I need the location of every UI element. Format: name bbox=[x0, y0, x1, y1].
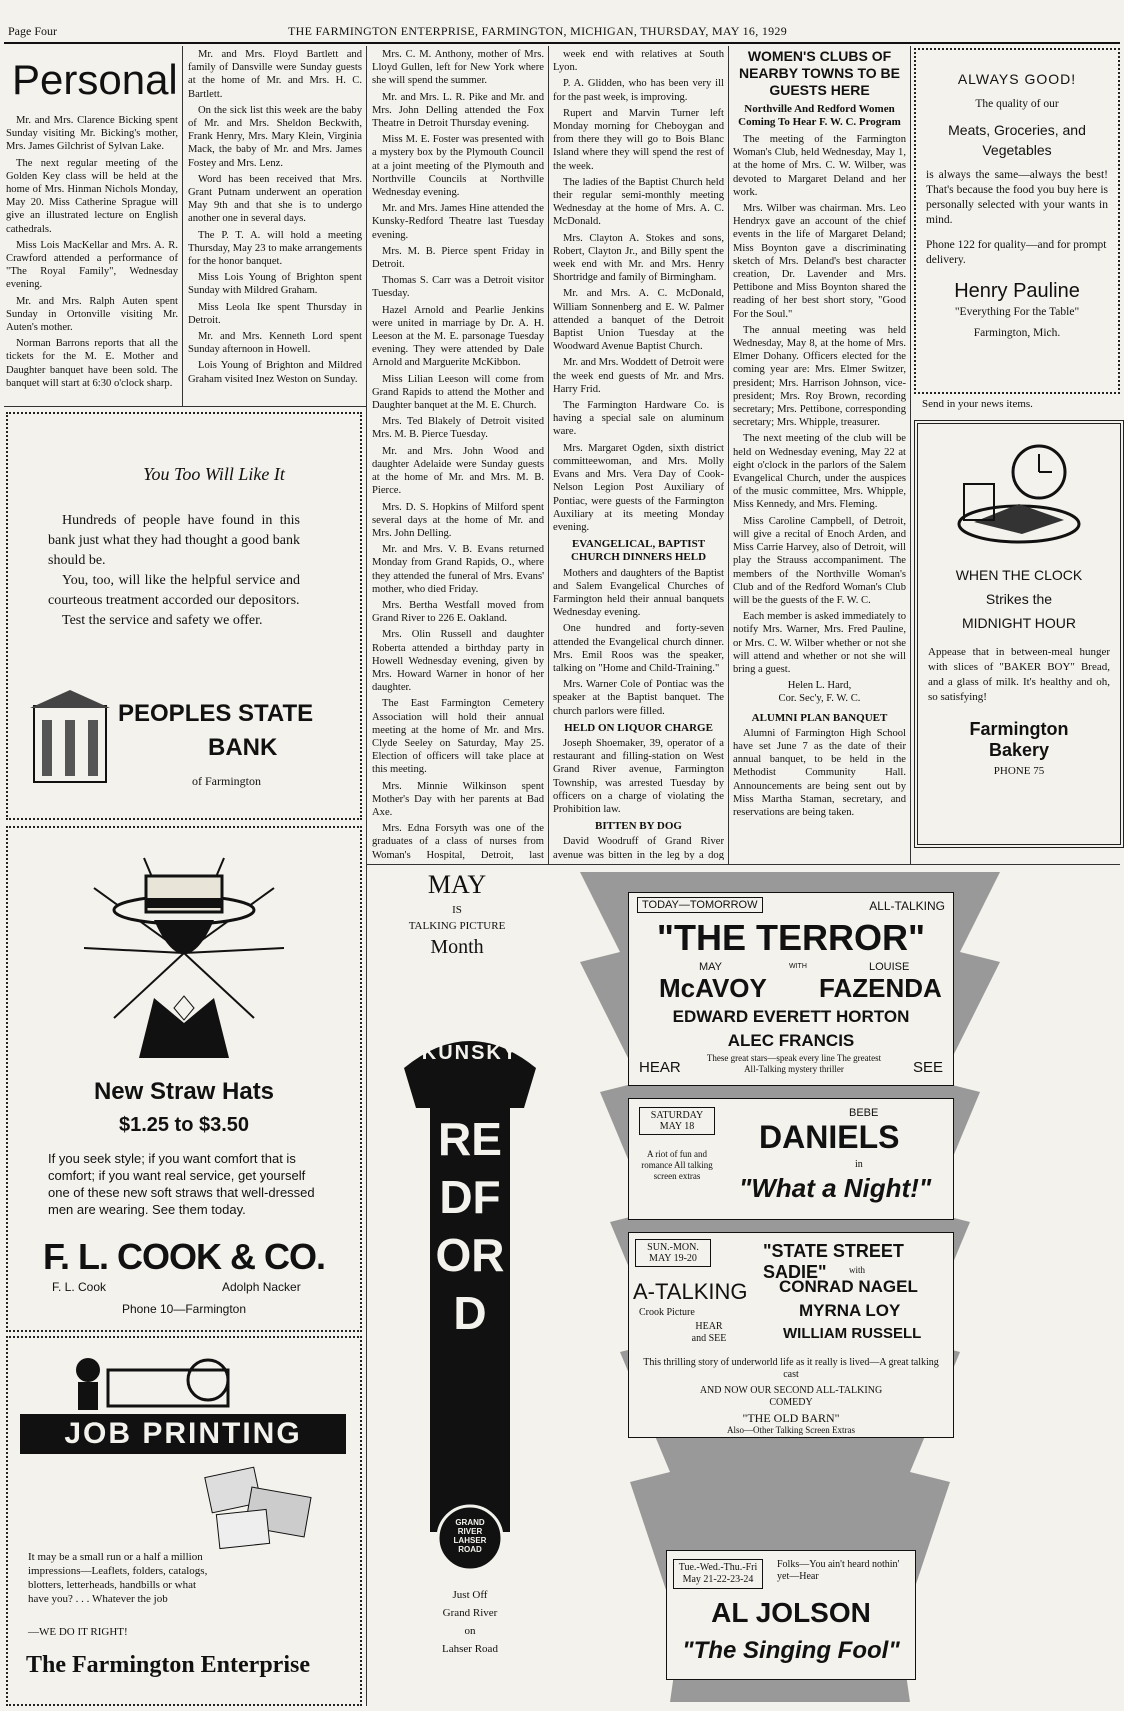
bakery-name-1: Farmington bbox=[969, 719, 1069, 739]
news-item: Mrs. Bertha Westfall moved from Grand River to 226 E. Oakland. bbox=[372, 599, 544, 625]
redford-directions bbox=[400, 1586, 540, 1658]
headline-evangelical: EVANGELICAL, BAPTIST CHURCH DINNERS HELD bbox=[570, 538, 707, 564]
sadie-title: "STATE STREET SADIE" bbox=[763, 1241, 904, 1282]
cook-price: $1.25 to $3.50 bbox=[118, 1114, 250, 1136]
terror-tagline: These great stars—speak every line The greatest All-Talking mystery thriller bbox=[706, 1053, 882, 1074]
cook-phone: Phone 10—Farmington bbox=[121, 1302, 247, 1316]
section-rule bbox=[366, 864, 1120, 865]
news-item: Mrs. Wilber was chairman. Mrs. Leo Hendryx gave an account of the chief events in the life of Margaret Deland; Miss Boynton gave a discriminating sketch of Mrs. Deland's best character creation, Dr. Lavender and Mrs. Pettibone and Miss Boynton shared the reading of her best short story, "Good For the Soul." bbox=[733, 203, 906, 320]
second-comedy-label: AND NOW OUR SECOND ALL-TALKING COMEDY bbox=[699, 1385, 883, 1408]
news-item: Mrs. C. M. Anthony, mother of Mrs. Lloyd Gullen, left for New York where she will spend the summer. bbox=[372, 49, 544, 87]
francis-label: ALEC FRANCIS bbox=[727, 1031, 855, 1050]
cook-body: If you seek style; if you want comfort that is comfort; if you want real service, get yourself one of these new soft straws that well-dressed men are wearing. See them today. bbox=[48, 1151, 315, 1217]
loy-label: MYRNA LOY bbox=[799, 1301, 901, 1320]
news-item: Mrs. Warner Cole of Pontiac was the speaker at the Baptist banquet. The church parlors were filled. bbox=[553, 679, 724, 717]
singing-fool-title: "The Singing Fool" bbox=[682, 1637, 900, 1664]
bakery-line-1: WHEN THE CLOCK bbox=[955, 567, 1083, 583]
pauline-name: Henry Pauline bbox=[954, 280, 1080, 302]
news-item: Mr. and Mrs. Kenneth Lord spent Sunday afternoon in Howell. bbox=[188, 331, 362, 356]
headline-alumni: ALUMNI PLAN BANQUET bbox=[751, 711, 888, 724]
news-item: Hazel Arnold and Pearlie Jenkins were united in marriage by Dr. A. H. Leeson at the M. E. parsonage Tuesday evening. They were attended by Dale Arnold and Marguerite McKibbon. bbox=[372, 304, 544, 369]
signature-name: Helen L. Hard, bbox=[787, 680, 852, 692]
section-rule bbox=[4, 406, 366, 407]
news-item: Alumni of Farmington High School have set June 7 as the date of their annual banquet, to be held in the Methodist Community Hall. Announcements are being sent out by Miss Martha Staman, secretary, and reservations are being taken. bbox=[733, 727, 906, 818]
may-line-2: IS bbox=[452, 904, 462, 916]
column-rule bbox=[728, 46, 729, 864]
jolson-label: AL JOLSON bbox=[711, 1597, 871, 1628]
see-label: SEE bbox=[912, 1059, 943, 1076]
news-item: P. A. Glidden, who has been very ill for the past week, is improving. bbox=[553, 78, 724, 103]
bank-ad bbox=[6, 412, 362, 820]
news-item: Miss M. E. Foster was presented with a mystery box by the Plymouth Council at a joint meeting of the Plymouth and Northville Councils at Northville Wednesday evening. bbox=[372, 134, 544, 199]
personal-title: Personal bbox=[12, 56, 178, 103]
headline-womens-clubs: WOMEN'S CLUBS OF NEARBY TOWNS TO BE GUESTS HERE bbox=[738, 48, 901, 98]
column-rule bbox=[910, 46, 911, 864]
saturday-badge: SATURDAY MAY 18 bbox=[639, 1107, 715, 1135]
news-item: Mrs. Ted Blakely of Detroit visited Mrs. M. B. Pierce Tuesday. bbox=[372, 416, 544, 441]
news-item: Joseph Shoemaker, 39, operator of a restaurant and filling-station on West Grand River avenue, Farmington Township, was arrested Tuesday by officers on a charge of violating the Prohibition law. bbox=[553, 737, 724, 815]
news-item: Mrs. Margaret Ogden, sixth district committeewoman, and Mrs. Molly Evans and Mrs. Vera Day of Cook-Nelson Legion Post Auxiliary of Pontiac, were guests of the Farmington Auxiliary at its meeting Monday evening. bbox=[553, 442, 724, 533]
star-first-name-2: LOUISE bbox=[869, 961, 910, 973]
cook-owner-left: F. L. Cook bbox=[52, 1280, 107, 1294]
russell-label: WILLIAM RUSSELL bbox=[783, 1325, 922, 1342]
personal-column-3 bbox=[372, 48, 544, 860]
bakery-name-2: Bakery bbox=[988, 740, 1050, 760]
news-item: Mr. and Mrs. L. R. Pike and Mr. and Mrs. John Delling attended the Fox Theatre in Detroit Thursday evening. bbox=[372, 91, 544, 130]
bank-head: You Too Will Like It bbox=[143, 464, 285, 484]
extras-label: Also—Other Talking Screen Extras bbox=[727, 1425, 855, 1435]
bank-town: of Farmington bbox=[192, 774, 261, 788]
news-item: Mr. and Mrs. Clarence Bicking spent Sunday visiting Mr. Bicking's mother, Mrs. James Gilchrist of Sylvan Lake. bbox=[6, 115, 178, 153]
bakery-body: Appease that in between-meal hunger with slices of "BAKER BOY" Bread, and a glass of milk. It's healthy and oh, so satisfying! bbox=[928, 646, 1110, 703]
fazenda-label: FAZENDA bbox=[819, 973, 942, 1003]
may-line-1: MAY bbox=[427, 870, 487, 899]
personal-column-2 bbox=[188, 48, 362, 403]
news-item: Mrs. Edna Forsyth was one of the graduates of a class of nurses from Woman's Hospital, Detroit, last bbox=[372, 823, 544, 860]
pauline-ad bbox=[914, 48, 1120, 394]
hear-label: HEAR bbox=[639, 1059, 681, 1076]
paper-stack-icon bbox=[198, 1462, 338, 1552]
directions-line: Grand River bbox=[442, 1607, 498, 1619]
news-item: The annual meeting was held Wednesday, May 8, at the home of Mrs. Elmer Dohany. Officers elected for the coming year are: Mrs. Elmer Switzer, president; Mrs. Harrison Johnson, vice-president; Mrs. Roy Brown, recording secretary; Mrs. Pettibone, corresponding secretary; Mrs. Whipple, treasurer. bbox=[733, 324, 906, 429]
daniels-label: DANIELS bbox=[759, 1119, 900, 1155]
news-item: The Farmington Hardware Co. is having a special sale on aluminum ware. bbox=[553, 400, 724, 438]
redford-label: REDFORD bbox=[435, 1113, 505, 1339]
crook-label: Crook Picture bbox=[639, 1307, 695, 1318]
headline-liquor: HELD ON LIQUOR CHARGE bbox=[564, 721, 713, 734]
jolson-panel bbox=[666, 1550, 916, 1680]
pauline-head: ALWAYS GOOD! bbox=[957, 71, 1077, 87]
cook-ad bbox=[6, 826, 362, 1332]
subhead-womens-clubs: Northville And Redford Women Coming To Hear F. W. C. Program bbox=[738, 103, 901, 128]
news-item: Thomas S. Carr was a Detroit visitor Tuesday. bbox=[372, 275, 544, 300]
redford-seal: GRAND RIVER LAHSER ROAD bbox=[453, 1518, 487, 1554]
job-publisher: The Farmington Enterprise bbox=[26, 1652, 310, 1678]
womens-clubs-article bbox=[733, 48, 906, 860]
movie-program-ad bbox=[580, 872, 1000, 1702]
bank-name-1: PEOPLES STATE bbox=[118, 700, 314, 727]
daniels-tagline: A riot of fun and romance All talking screen extras bbox=[641, 1149, 713, 1181]
signature-title: Cor. Sec'y, F. W. C. bbox=[778, 693, 861, 705]
hear-see-label: HEAR and SEE bbox=[691, 1321, 727, 1344]
pauline-phone: Phone 122 for quality—and for prompt delivery. bbox=[926, 239, 1107, 266]
sadie-tagline: This thrilling story of underworld life as it really is lived—A great talking cast bbox=[643, 1357, 939, 1380]
news-item: Mr. and Mrs. V. B. Evans returned Monday from Grand Rapids, O., where they attended the funeral of Mrs. Evans' mother, who died Friday. bbox=[372, 544, 544, 595]
pauline-town: Farmington, Mich. bbox=[973, 327, 1061, 339]
bakery-line-3: MIDNIGHT HOUR bbox=[961, 615, 1077, 631]
column-rule bbox=[366, 46, 367, 1706]
pauline-products: Meats, Groceries, and Vegetables bbox=[948, 122, 1086, 158]
bebe-label: BEBE bbox=[849, 1107, 879, 1119]
page-header bbox=[8, 0, 1116, 42]
daniels-panel bbox=[628, 1098, 954, 1220]
news-item: The next meeting of the club will be held on Wednesday evening, May 22 at eight o'clock in the parlors of the Salem Evangelical Church, under the auspices of the music committee, Mrs. Whipple, Miss Kennedy, and Mrs. Fleming. bbox=[733, 433, 906, 511]
news-item: Mrs. Olin Russell and daughter Roberta attended a birthday party in Howell Wednesday evening, given by Mrs. Howard Warner in honor of her daughter. bbox=[372, 629, 544, 694]
in-label: in bbox=[855, 1159, 863, 1170]
terror-title: "THE TERROR" bbox=[656, 917, 926, 958]
news-item: Each member is asked immediately to notify Mrs. Warner, Mrs. Fred Pauline, or Mrs. C. W. Wilber whether or not she will attend and whether or not she will bring a guest. bbox=[733, 611, 906, 675]
news-item: Mr. and Mrs. A. C. McDonald, William Sonnenberg and E. W. Palmer attended a banquet of the Detroit Baptist Union Tuesday at the Woodward Avenue Baptist Church. bbox=[553, 288, 724, 353]
clock-plate-icon bbox=[944, 434, 1094, 554]
header-rule bbox=[4, 42, 1120, 44]
headline-dog: BITTEN BY DOG bbox=[594, 820, 682, 833]
directions-line: Lahser Road bbox=[442, 1643, 498, 1655]
bakery-ad bbox=[914, 420, 1124, 848]
news-item: Mr. and Mrs. James Hine attended the Kunsky-Redford Theatre last Tuesday evening. bbox=[372, 203, 544, 241]
news-item: On the sick list this week are the baby of Mr. and Mrs. Sheldon Beckwith, Frank Henry, Mrs. Mary Klein, Virginia Mack, the baby of Mr. and Mrs. James Fostey and Mrs. Lenz. bbox=[188, 104, 362, 169]
may-line-3: TALKING PICTURE bbox=[408, 920, 506, 932]
news-item: Norman Barrons reports that all the tickets for the M. E. Mother and Daughter banquet have been sold. The banquet will start at 6:30 o'clock sharp. bbox=[6, 338, 178, 389]
bank-name-2: BANK bbox=[208, 734, 278, 761]
news-item: Word has been received that Mrs. Grant Putnam underwent an operation May 9th and that she is to undergo another one in several days. bbox=[188, 173, 362, 225]
news-items-note: Send in your news items. bbox=[922, 398, 1033, 410]
a-talking-label: A-TALKING bbox=[633, 1279, 748, 1304]
job-printing-ad bbox=[6, 1336, 362, 1706]
jolson-tagline: Folks—You ain't heard nothin' yet—Hear bbox=[777, 1559, 900, 1582]
tue-fri-badge: Tue.-Wed.-Thu.-Fri May 21-22-23-24 bbox=[673, 1559, 763, 1589]
news-item: Mr. and Mrs. Woddett of Detroit were the week end guests of Mr. and Mrs. Harry Frid. bbox=[553, 357, 724, 395]
news-item: Miss Lois MacKellar and Mrs. A. R. Crawford attended a performance of "The Royal Family", Wednesday evening. bbox=[6, 239, 178, 291]
pauline-line: The quality of our bbox=[975, 98, 1059, 110]
redford-sign bbox=[400, 1018, 540, 1655]
column-rule bbox=[548, 46, 549, 864]
masthead: THE FARMINGTON ENTERPRISE, FARMINGTON, MICHIGAN, THURSDAY, MAY 16, 1929 bbox=[288, 24, 788, 38]
old-barn-title: "THE OLD BARN" bbox=[742, 1411, 840, 1425]
kunsky-label: KUNSKY bbox=[421, 1042, 519, 1064]
with-label: WITH bbox=[789, 963, 807, 970]
horton-label: EDWARD EVERETT HORTON bbox=[672, 1007, 910, 1026]
news-item: Miss Lois Young of Brighton spent Sunday with Mildred Graham. bbox=[188, 272, 362, 297]
news-item: Mrs. Minnie Wilkinson spent Mother's Day with her parents at Bad Axe. bbox=[372, 780, 544, 818]
star-first-name-1: MAY bbox=[699, 961, 723, 973]
news-item: Miss Leola Ike spent Thursday in Detroit. bbox=[188, 301, 362, 326]
directions-line: on bbox=[464, 1625, 476, 1637]
sun-mon-badge: SUN.-MON. MAY 19-20 bbox=[635, 1239, 711, 1267]
news-item: David Woodruff of Grand River avenue was bitten in the leg by a dog bbox=[553, 836, 724, 860]
news-item: Mrs. Clayton A. Stokes and sons, Robert, Clayton Jr., and Billy spent the week end with Mr. and Mrs. Henry Shortridge and family of Birmingham. bbox=[553, 232, 724, 284]
cook-owner-right: Adolph Nacker bbox=[222, 1280, 301, 1294]
news-item: The ladies of the Baptist Church held their regular semi-monthly meeting Wednesday at the home of Mrs. A. C. McDonald. bbox=[553, 176, 724, 228]
news-item: The P. T. A. will hold a meeting Thursday, May 23 to make arrangements for the honor banquet. bbox=[188, 229, 362, 268]
directions-line: Just Off bbox=[452, 1589, 488, 1601]
page-number: Page Four bbox=[8, 24, 57, 38]
sadie-panel bbox=[628, 1232, 954, 1438]
today-badge: TODAY—TOMORROW bbox=[637, 897, 763, 913]
news-item: Miss Lilian Leeson will come from Grand Rapids to attend the Mother and Daughter banquet at the M. E. Church. bbox=[372, 373, 544, 412]
pauline-slogan: "Everything For the Table" bbox=[954, 306, 1080, 318]
cook-head: New Straw Hats bbox=[93, 1078, 275, 1105]
job-printing-banner: JOB PRINTING bbox=[20, 1414, 346, 1454]
news-item: Rupert and Marvin Turner left Monday morning for Cheboygan and from there they will go to Bois Blanc Island where they will spend the rest of the week. bbox=[553, 107, 724, 172]
may-talking-ad bbox=[372, 870, 542, 959]
bank-para: You, too, will like the helpful service and courteous treatment accorded our depositors. bbox=[48, 573, 300, 608]
bank-para: Test the service and safety we offer. bbox=[62, 613, 263, 628]
news-item: The next regular meeting of the Golden Key class will be held at the home of Mrs. Hinman Nichols Monday, May 20. Miss Catherine Sprague will give an illustrated lecture on English cathedrals. bbox=[6, 157, 178, 235]
pauline-body: is always the same—always the best! That's because the food you buy here is personally selected with your wants in mind. bbox=[926, 169, 1108, 226]
bank-body bbox=[48, 511, 300, 631]
what-a-night-title: "What a Night!" bbox=[739, 1173, 932, 1203]
job-body: It may be a small run or a half a million impressions—Leaflets, folders, catalogs, blotters, letterheads, handbills or what have you? . . . Whatever the job bbox=[28, 1551, 208, 1605]
job-tag: —WE DO IT RIGHT! bbox=[28, 1626, 128, 1638]
bank-building-icon bbox=[30, 686, 110, 786]
personal-column-1 bbox=[6, 48, 178, 403]
personal-column-4 bbox=[553, 48, 724, 860]
may-line-4: Month bbox=[430, 936, 484, 958]
news-item: Mr. and Mrs. John Wood and daughter Adelaide were Sunday guests at the home of Mr. and Mrs. M. B. Pierce. bbox=[372, 445, 544, 497]
printing-press-icon bbox=[68, 1350, 258, 1410]
news-item: Lois Young of Brighton and Mildred Graham visited Inez Weston on Sunday. bbox=[188, 360, 362, 385]
news-item: week end with relatives at South Lyon. bbox=[553, 49, 724, 74]
straw-hat-man-icon bbox=[84, 848, 284, 1058]
nagel-label: CONRAD NAGEL bbox=[779, 1277, 918, 1296]
terror-panel bbox=[628, 892, 954, 1086]
bakery-line-2: Strikes the bbox=[985, 591, 1053, 607]
all-talking-label: ALL-TALKING bbox=[869, 899, 945, 913]
bank-para: Hundreds of people have found in this bank just what they had thought a good bank should be. bbox=[48, 513, 300, 568]
with-label-2: with bbox=[849, 1265, 866, 1275]
news-item: One hundred and forty-seven attended the Evangelical church dinner. Mrs. Emil Roos was the speaker, talking on "Home and Child-Training." bbox=[553, 623, 724, 674]
mcavoy-label: McAVOY bbox=[659, 973, 767, 1003]
news-item: Mothers and daughters of the Baptist and Salem Evangelical Churches of Farmington held their annual banquets Wednesday evening. bbox=[553, 567, 724, 619]
bakery-phone: PHONE 75 bbox=[993, 765, 1045, 777]
column-rule bbox=[182, 46, 183, 406]
news-item: Mr. and Mrs. Floyd Bartlett and family of Dansville were Sunday guests at the home of Mr. and Mrs. H. C. Bartlett. bbox=[188, 49, 362, 100]
news-item: The meeting of the Farmington Woman's Club, held Wednesday, May 1, at the home of Mrs. C. W. Wilber, was devoted to Margaret Deland and her work. bbox=[733, 134, 906, 198]
news-item: Mr. and Mrs. Ralph Auten spent Sunday in Ortonville visiting Mr. Auten's mother. bbox=[6, 295, 178, 334]
news-item: Mrs. M. B. Pierce spent Friday in Detroit. bbox=[372, 245, 544, 271]
news-item: The East Farmington Cemetery Association will hold their annual meeting at the home of Mr. and Mrs. Clyde Seeley on Saturday, May 25. Election of officers will take place at this meeting. bbox=[372, 698, 544, 776]
cook-name: F. L. COOK & CO. bbox=[42, 1236, 325, 1277]
news-item: Mrs. D. S. Hopkins of Milford spent several days at the home of Mr. and Mrs. John Delling. bbox=[372, 501, 544, 539]
news-item: Miss Caroline Campbell, of Detroit, will give a recital of Enoch Arden, and Miss Carrie Harvey, also of Detroit, will play the Strauss accompaniment. The members of the Northville Woman's Club and of the Redford Woman's Club will be the guests of the F. W. C. bbox=[733, 515, 906, 606]
